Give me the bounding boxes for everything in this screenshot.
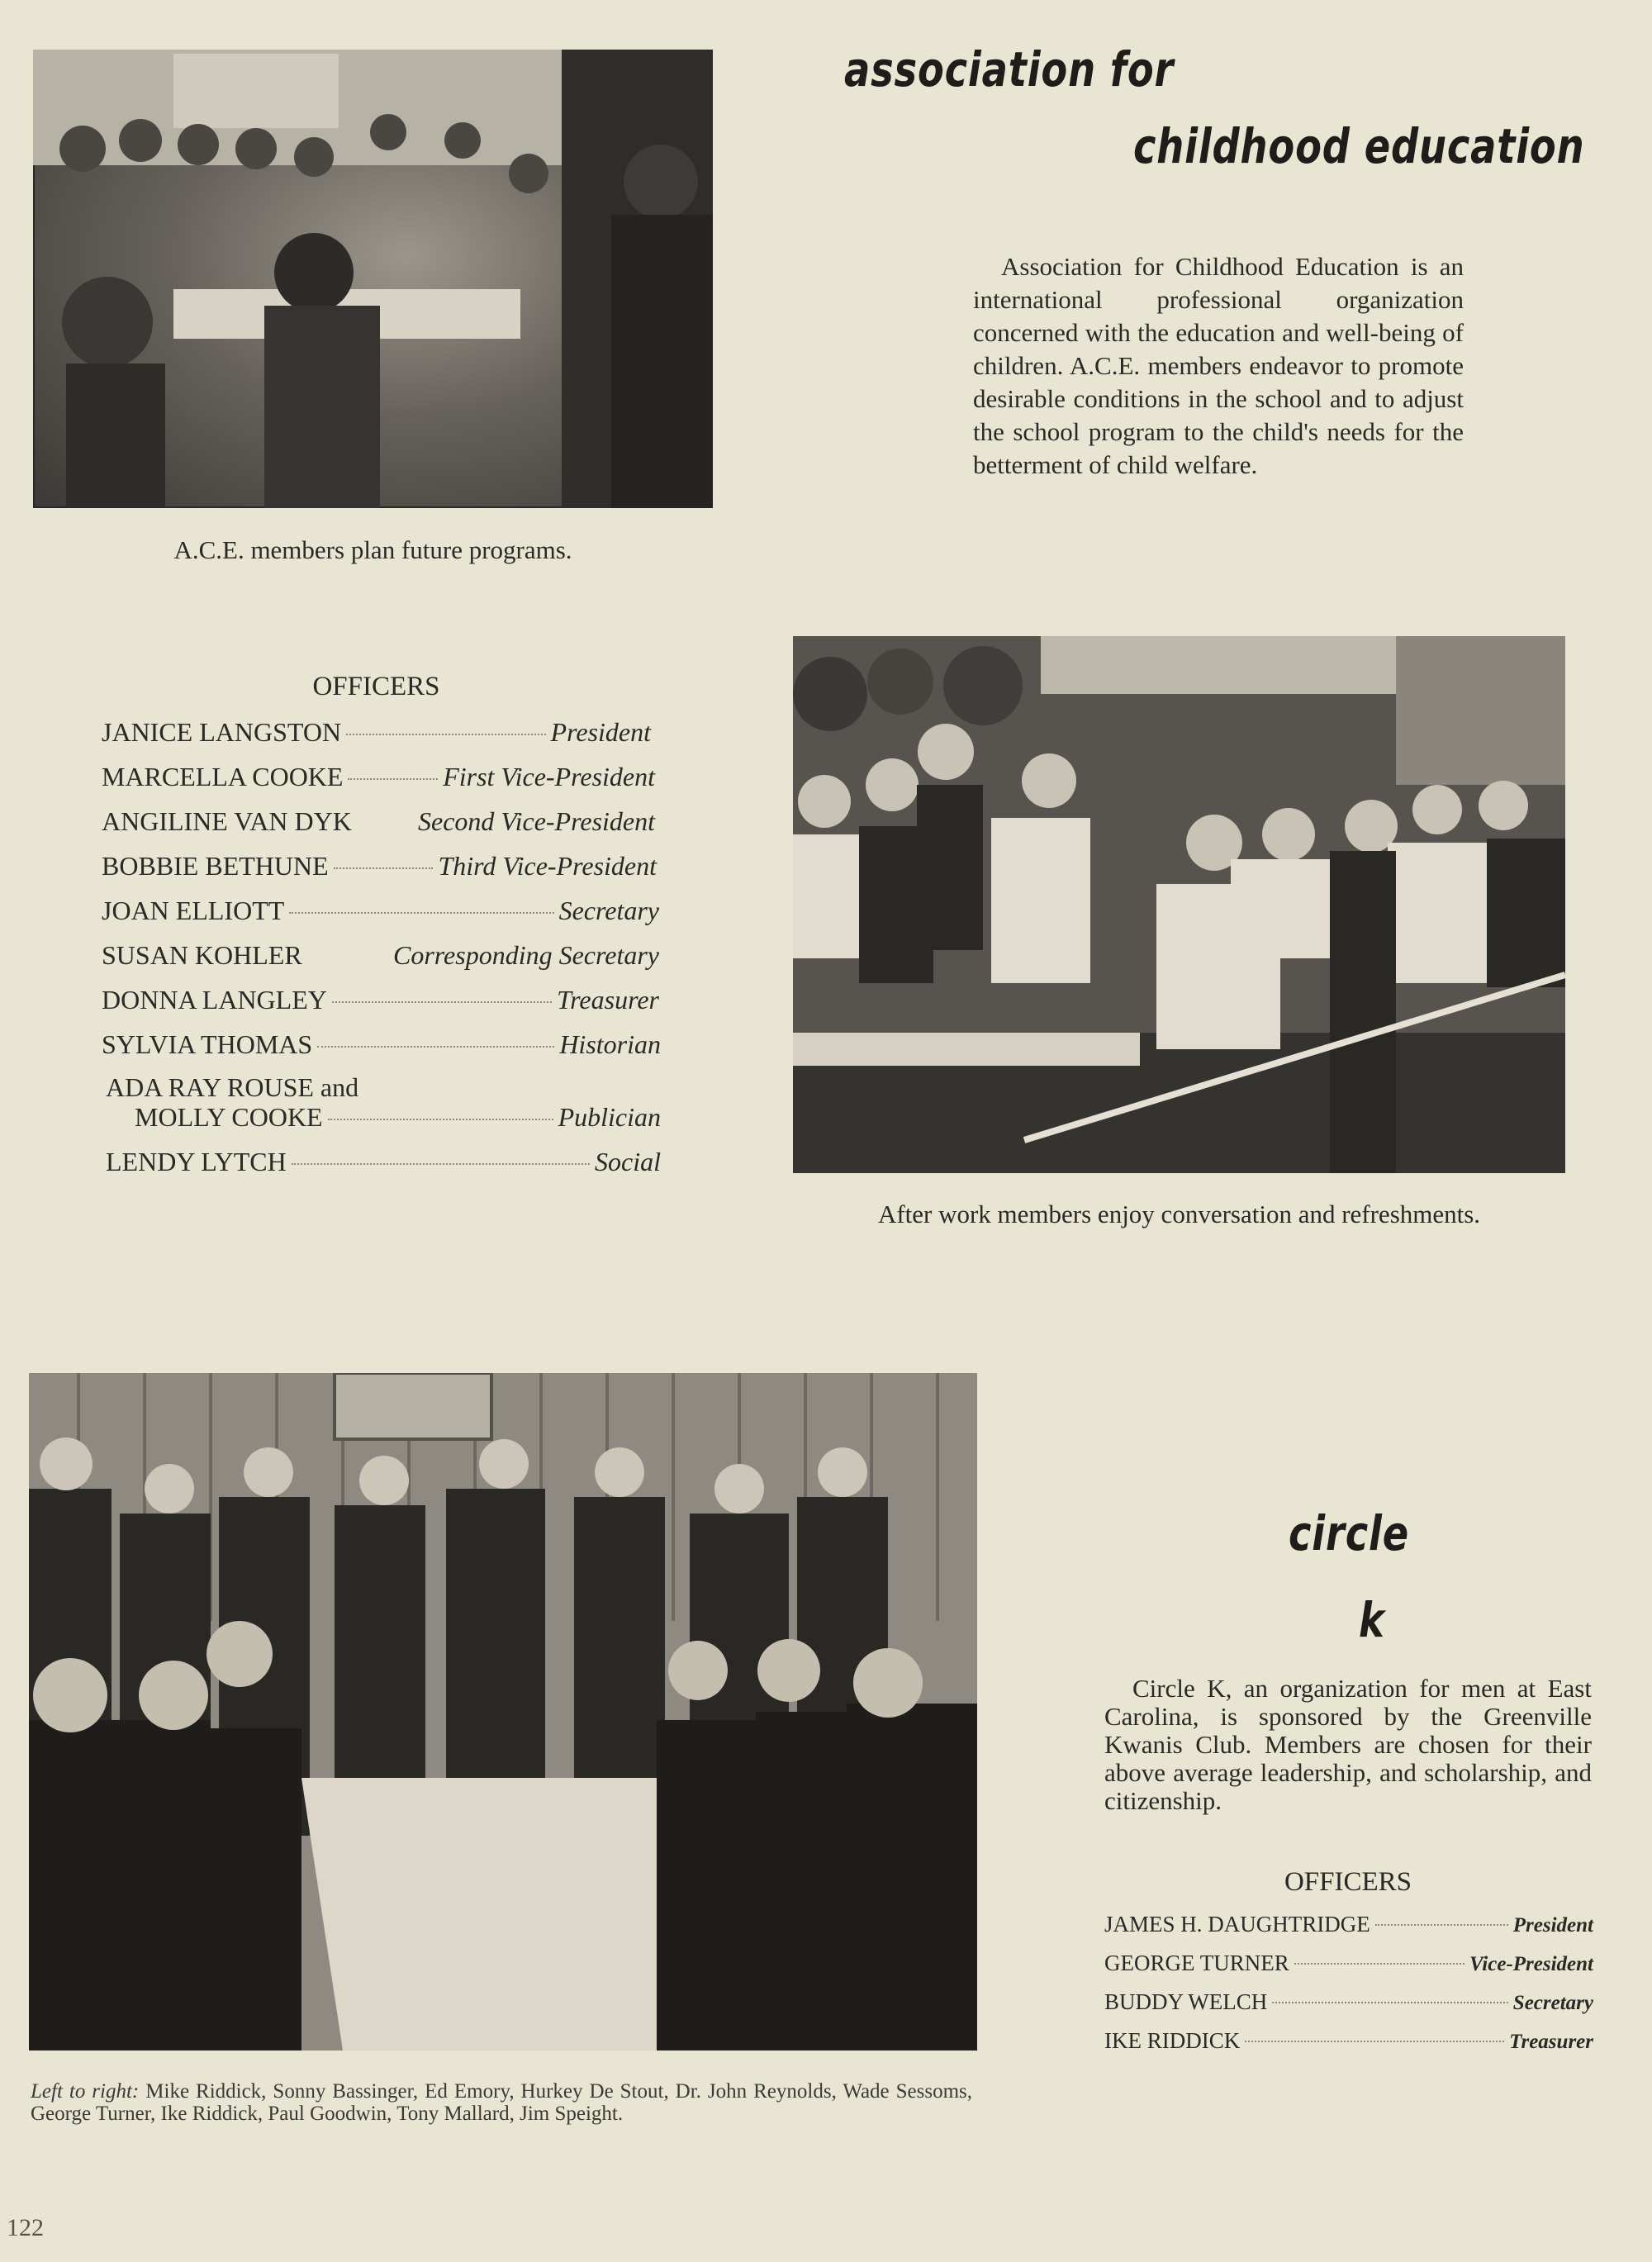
officer-name: ANGILINE VAN DYK [102, 806, 352, 836]
ace-heading-line1: association for [844, 41, 1175, 97]
ace-officer-row [102, 1029, 661, 1060]
ace-officer-row [102, 896, 659, 926]
leader-dots [1375, 1924, 1508, 1926]
circle-k-description: Circle K, an organization for men at East Carolina, is sponsored by the Greenville Kwanis Club. Members are chosen for their above average leadership, and scholarship, and citizenship. [1104, 1674, 1592, 1815]
leader-dots [292, 1163, 590, 1165]
leader-dots [1245, 2041, 1504, 2042]
ace-officer-row [102, 985, 659, 1015]
ace-heading-line2: childhood education [1133, 118, 1585, 174]
circle-k-officers-title: OFFICERS [1284, 1867, 1412, 1897]
ace-officers-title: OFFICERS [312, 672, 440, 701]
leader-dots [348, 778, 438, 780]
leader-dots [1272, 2002, 1508, 2003]
officer-title: Publician [558, 1102, 661, 1132]
ace-officer-row [135, 1102, 661, 1133]
ace-refreshments-photo [793, 636, 1565, 1173]
ace-officer-row [102, 940, 659, 971]
officer-name: IKE RIDDICK [1104, 2028, 1241, 2053]
officer-name: JOAN ELLIOTT [102, 896, 285, 925]
officer-name: JANICE LANGSTON [102, 717, 342, 747]
officer-name: GEORGE TURNER [1104, 1951, 1289, 1975]
ace-description: Association for Childhood Education is an international professional organization concerned with the education and well-being of children. A.C.E. members endeavor to promote desirable conditions in the school and to adjust the school program to the child's needs for the betterment of child welfare. [973, 252, 1464, 479]
ace-meeting-photo [33, 50, 713, 508]
circle-k-officer-row [1104, 1951, 1593, 1976]
officer-title: Vice-President [1469, 1953, 1593, 1975]
officer-name: ADA RAY ROUSE and [106, 1072, 359, 1102]
officer-title: Treasurer [557, 985, 659, 1015]
officer-name: MOLLY COOKE [135, 1102, 323, 1132]
leader-dots [332, 1001, 552, 1003]
officer-title: Secretary [1512, 1992, 1593, 2014]
circle-k-heading-line2: k [1359, 1592, 1385, 1648]
officer-name: BUDDY WELCH [1104, 1989, 1268, 2014]
ace-officer-row [106, 1147, 661, 1177]
leader-dots [289, 912, 553, 914]
officer-title: President [1512, 1914, 1593, 1936]
officer-name: SYLVIA THOMAS [102, 1029, 313, 1059]
ace-officer-row [102, 851, 657, 882]
officer-title: Treasurer [1509, 2031, 1593, 2053]
officer-title: Corresponding Secretary [392, 940, 659, 970]
circle-k-officer-row [1104, 1912, 1593, 1937]
ace-officer-row [102, 806, 655, 837]
ace-officer-row [102, 762, 655, 792]
officer-name: MARCELLA COOKE [102, 762, 344, 791]
officer-name: JAMES H. DAUGHTRIDGE [1104, 1912, 1370, 1936]
officer-name: DONNA LANGLEY [102, 985, 327, 1015]
page-number: 122 [7, 2214, 44, 2241]
leader-dots [317, 1046, 554, 1048]
leader-dots [328, 1119, 553, 1120]
leader-dots [1294, 1963, 1464, 1965]
officer-title: First Vice-President [443, 762, 655, 791]
officer-title: Secretary [558, 896, 659, 925]
officer-title: Second Vice-President [418, 806, 655, 836]
officer-title: Third Vice-President [438, 851, 657, 881]
leader-dots [334, 867, 434, 869]
officer-name: LENDY LYTCH [106, 1147, 287, 1176]
circle-k-heading-line1: circle [1289, 1505, 1409, 1561]
ace-photo2-caption: After work members enjoy conversation and refreshments. [877, 1200, 1481, 1228]
ace-photo1-caption: A.C.E. members plan future programs. [173, 535, 572, 564]
circle-k-officer-row [1104, 2028, 1593, 2054]
officer-title: Social [595, 1147, 661, 1176]
caption-label: Left to right: [31, 2080, 140, 2103]
officer-name: SUSAN KOHLER [102, 940, 302, 970]
ace-officer-row-line1 [106, 1072, 661, 1103]
circle-k-dinner-photo [29, 1373, 977, 2051]
caption-names: Mike Riddick, Sonny Bassinger, Ed Emory, Hurkey De Stout, Dr. John Reynolds, Wade Sessoms, George Turner, Ike Riddick, Paul Goodwin, Tony Mallard, Jim Speight. [31, 2080, 973, 2125]
circle-k-officer-row [1104, 1989, 1593, 2015]
circle-k-photo-caption [31, 2080, 972, 2125]
ace-officer-row [102, 717, 651, 748]
leader-dots [346, 734, 545, 735]
officer-title: President [550, 717, 651, 747]
officer-title: Historian [559, 1029, 661, 1059]
officer-name: BOBBIE BETHUNE [102, 851, 329, 881]
